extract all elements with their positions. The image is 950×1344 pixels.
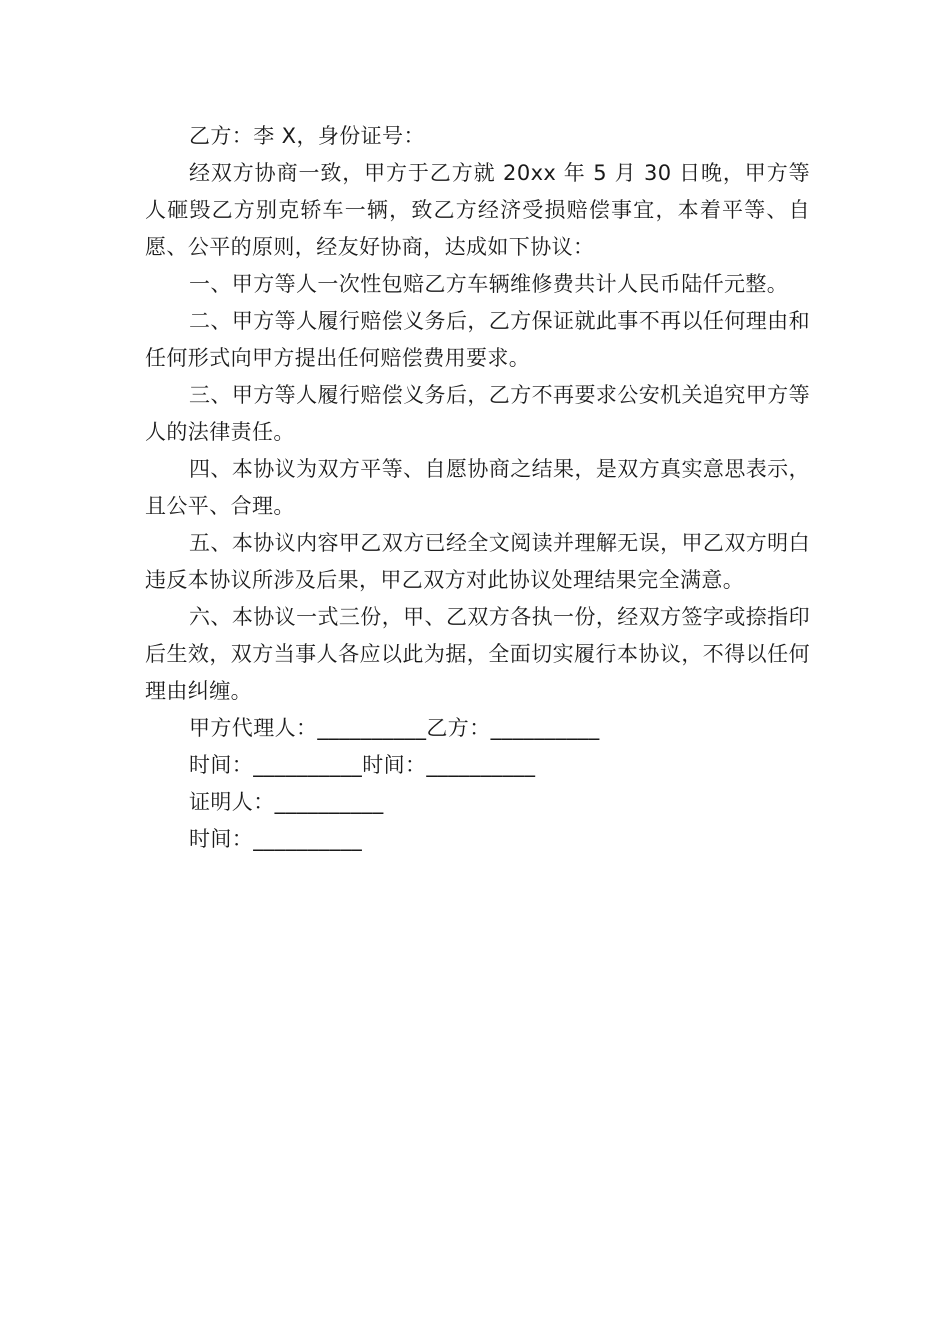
- signature-witness: 证明人：__________: [189, 790, 384, 814]
- signature-party-a-agent-and-party-b: 甲方代理人：__________乙方：__________: [189, 716, 600, 740]
- clause-6: 六、本协议一式三份，甲、乙双方各执一份，经双方签字或捺指印后生效，双方当事人各应以此为据，全面切实履行本协议，不得以任何理由纠缠。: [145, 605, 810, 703]
- clause-4: 四、本协议为双方平等、自愿协商之结果，是双方真实意思表示，且公平、合理。: [145, 457, 810, 518]
- clause-5: 五、本协议内容甲乙双方已经全文阅读并理解无误，甲乙双方明白违反本协议所涉及后果，甲乙双方对此协议处理结果完全满意。: [145, 531, 810, 592]
- clause-1: 一、甲方等人一次性包赔乙方车辆维修费共计人民币陆仟元整。: [189, 272, 789, 296]
- party-b-line: 乙方：李 X，身份证号：: [189, 124, 425, 148]
- clause-3: 三、甲方等人履行赔偿义务后，乙方不再要求公安机关追究甲方等人的法律责任。: [145, 383, 810, 444]
- signature-dates: 时间：__________时间：__________: [189, 753, 536, 777]
- signature-witness-date: 时间：__________: [189, 827, 363, 851]
- intro-paragraph: 经双方协商一致，甲方于乙方就 20xx 年 5 月 30 日晚，甲方等人砸毁乙方别克轿车一辆，致乙方经济受损赔偿事宜，本着平等、自愿、公平的原则，经友好协商，达成如下协议：: [145, 161, 810, 259]
- clause-2: 二、甲方等人履行赔偿义务后，乙方保证就此事不再以任何理由和任何形式向甲方提出任何赔偿费用要求。: [145, 309, 810, 370]
- agreement-body: [145, 118, 810, 858]
